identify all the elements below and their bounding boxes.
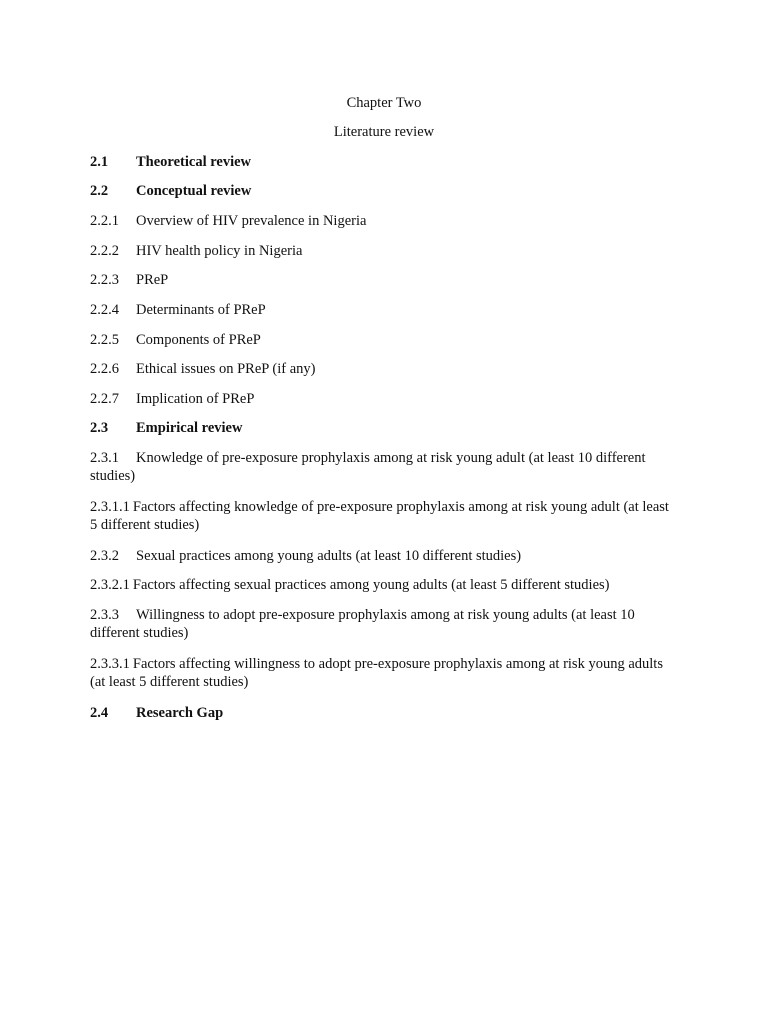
toc-entry-2-3-3-1: [90, 655, 670, 691]
toc-entry-2-3: [90, 419, 670, 437]
toc-entry-2-2-7: [90, 390, 670, 408]
section-title: HIV health policy in Nigeria: [136, 243, 303, 259]
chapter-subtitle: Literature review: [333, 124, 435, 140]
toc-entry-2-4: [90, 704, 670, 722]
toc-entry-2-2-1: [90, 212, 670, 230]
section-title: Implication of PReP: [136, 391, 255, 407]
section-number: 2.3.3: [90, 607, 119, 623]
section-title: Sexual practices among young adults (at least 10 different studies): [136, 548, 522, 564]
toc-entry-2-3-2-1: [90, 576, 670, 594]
toc-entry-2-3-1-1: [90, 498, 670, 534]
toc-entry-2-2-3: [90, 271, 670, 289]
section-title: Overview of HIV prevalence in Nigeria: [136, 213, 367, 229]
section-title: PReP: [136, 272, 169, 288]
section-number: 2.2.1: [90, 213, 119, 229]
section-number: 2.3.2.1: [90, 577, 130, 593]
section-title: Factors affecting willingness to adopt pre-exposure prophylaxis among at risk young adults (at least 5 different studies): [90, 656, 663, 690]
section-title: Research Gap: [136, 705, 224, 721]
section-number: 2.2.2: [90, 243, 119, 259]
section-title: Empirical review: [136, 420, 243, 436]
section-number: 2.3: [90, 420, 109, 436]
section-title: Factors affecting sexual practices among young adults (at least 5 different studies): [132, 577, 610, 593]
section-title: Knowledge of pre-exposure prophylaxis among at risk young adult (at least 10 different studies): [90, 450, 646, 484]
section-number: 2.3.3.1: [90, 656, 130, 672]
section-number: 2.3.1: [90, 450, 119, 466]
section-title: Willingness to adopt pre-exposure prophylaxis among at risk young adults (at least 10 different studies): [90, 607, 635, 641]
section-number: 2.4: [90, 705, 109, 721]
toc-entry-2-3-1: [90, 449, 670, 485]
section-number: 2.2: [90, 183, 109, 199]
section-title: Ethical issues on PReP (if any): [136, 361, 316, 377]
section-number: 2.1: [90, 154, 109, 170]
section-number: 2.2.5: [90, 332, 119, 348]
toc-entry-2-2-6: [90, 360, 670, 378]
section-number: 2.2.3: [90, 272, 119, 288]
section-title: Components of PReP: [136, 332, 261, 348]
section-number: 2.2.6: [90, 361, 119, 377]
section-title: Theoretical review: [136, 154, 252, 170]
section-number: 2.3.2: [90, 548, 119, 564]
toc-entry-2-2: [90, 182, 670, 200]
section-title: Factors affecting knowledge of pre-exposure prophylaxis among at risk young adult (at least 5 different studies): [90, 499, 669, 533]
section-title: Determinants of PReP: [136, 302, 266, 318]
section-number: 2.3.1.1: [90, 499, 130, 515]
section-number: 2.2.4: [90, 302, 119, 318]
toc-entry-2-3-3: [90, 606, 670, 642]
toc-entry-2-2-2: [90, 242, 670, 260]
toc-entry-2-3-2: [90, 547, 670, 565]
toc-entry-2-1: [90, 153, 670, 171]
toc-entry-2-2-4: [90, 301, 670, 319]
chapter-title: Chapter Two: [346, 95, 422, 111]
toc-entry-2-2-5: [90, 331, 670, 349]
section-number: 2.2.7: [90, 391, 119, 407]
section-title: Conceptual review: [136, 183, 252, 199]
